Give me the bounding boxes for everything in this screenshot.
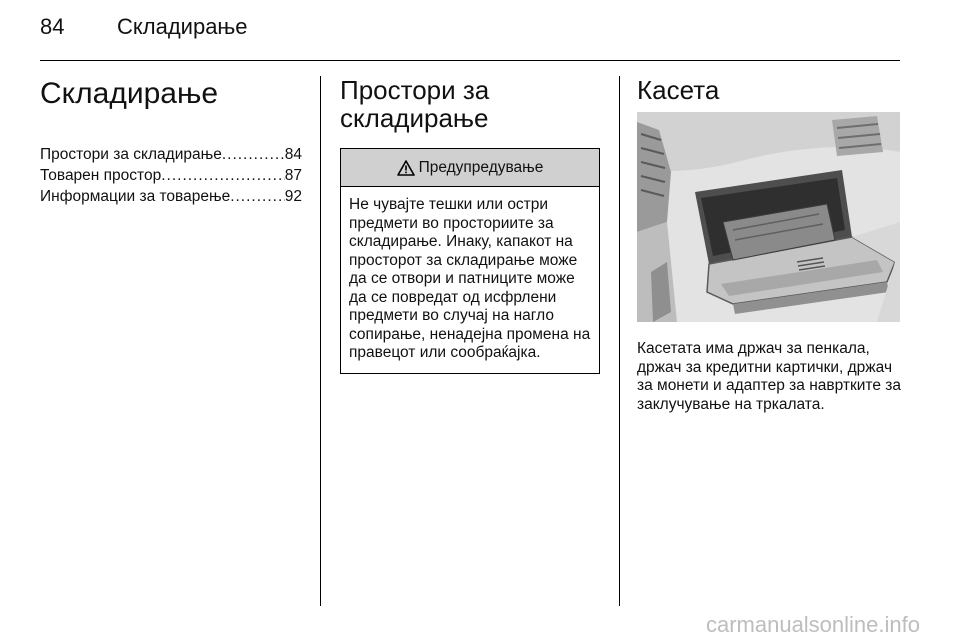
toc-entry-page: 92 xyxy=(284,188,302,205)
chapter-title: Складирање xyxy=(40,77,219,110)
section-title xyxy=(340,76,602,132)
watermark: carmanualsonline.info xyxy=(705,612,920,637)
page-number: 84 xyxy=(40,14,65,39)
column-divider-1 xyxy=(320,76,321,606)
toc-leader xyxy=(222,144,285,165)
toc-entry-page: 87 xyxy=(284,167,302,184)
toc-leader xyxy=(230,186,285,207)
glovebox-illustration xyxy=(637,112,900,322)
warning-text: Не чувајте тешки или остри предмети во просториите за складирање. Инаку, капакот на просторот за складирање може да се отвори и патниците може да се повредат од исфрлени предмети во случај на нагло сопирање, ненадејна промена на правецот или сообраќајка. xyxy=(349,196,591,361)
section-title-line1: Простори за xyxy=(340,75,490,105)
toc-entry-page: 84 xyxy=(284,146,302,163)
toc-entry[interactable] xyxy=(40,186,302,207)
column-contents xyxy=(40,76,302,207)
running-header: Складирање xyxy=(117,14,248,39)
column-divider-2 xyxy=(619,76,620,606)
toc-leader xyxy=(161,165,285,186)
toc-entry-label: Информации за товарење xyxy=(40,188,231,205)
warning-title: Предупредување xyxy=(418,158,544,176)
toc-entry[interactable] xyxy=(40,165,302,186)
section-title-line2: складирање xyxy=(340,103,489,133)
column-storage-spaces xyxy=(340,76,602,374)
subsection-title: Касета xyxy=(637,75,720,105)
header-rule xyxy=(40,60,900,61)
warning-box xyxy=(340,148,600,374)
toc-entry-label: Товарен простор xyxy=(40,167,162,184)
warning-triangle-icon xyxy=(397,160,415,176)
toc-entry-label: Простори за складирање xyxy=(40,146,222,163)
glovebox-description: Касетата има држач за пенкала, држач за кредитни картички, држач за монети и адаптер за навртките за заклучување на тркалата. xyxy=(637,340,901,413)
warning-header xyxy=(341,149,599,187)
toc-entry[interactable] xyxy=(40,144,302,165)
column-glovebox xyxy=(637,76,907,414)
